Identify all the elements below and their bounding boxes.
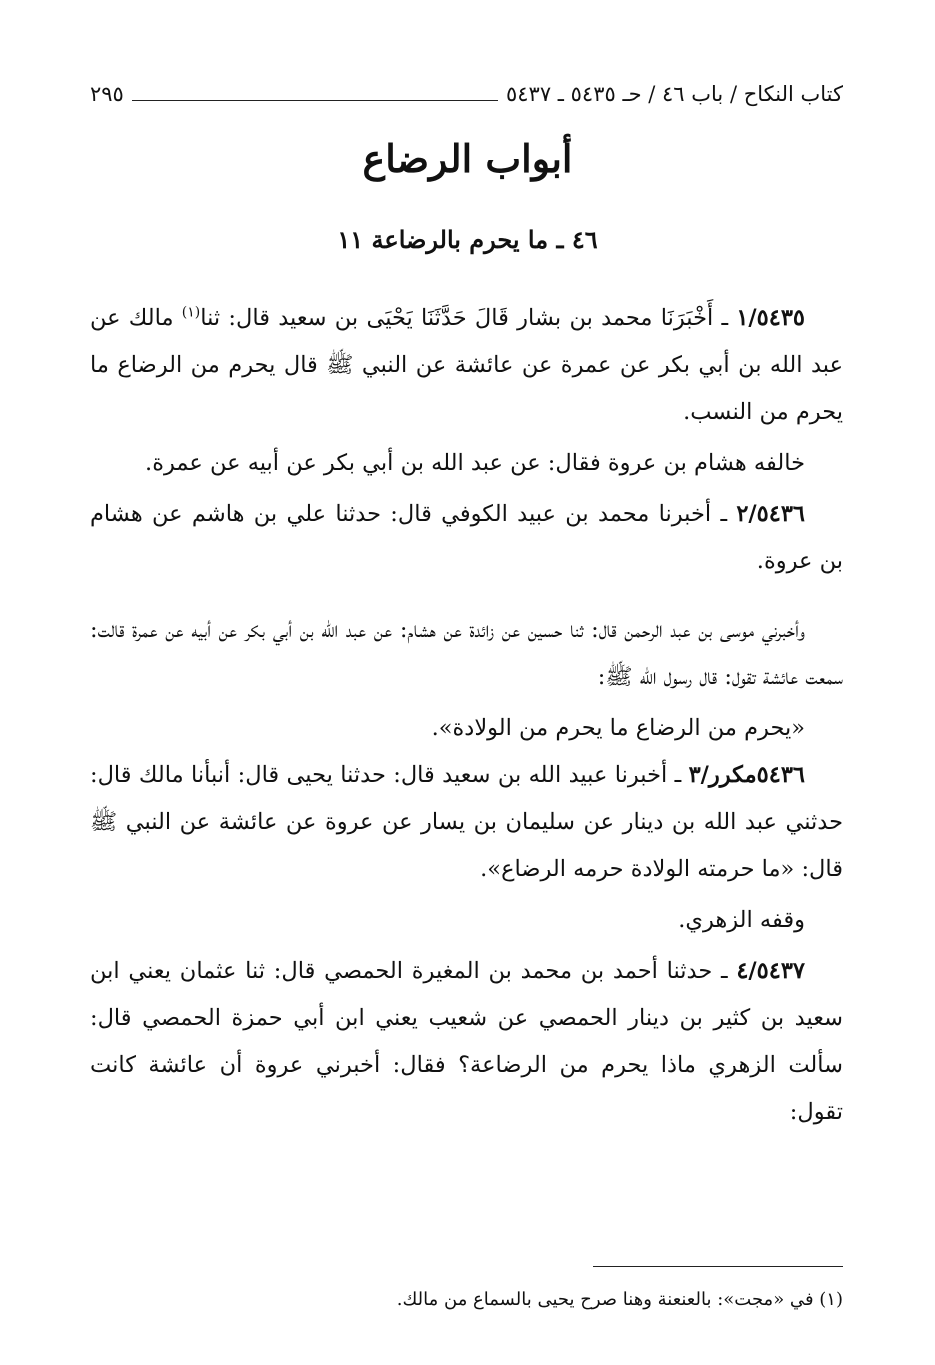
footnote [90, 1286, 843, 1314]
hadith-number: ٥٤٣٦مكرر/٣ [688, 762, 805, 788]
chain-paragraph: وأخبرني موسى بن عبد الرحمن قال: ثنا حسين عن زائدة عن هشام: عن عبد الله بن أبي بكر عن أبيه عن عمرة قالت: سمعت عائشة تقول: قال رسول الله ﷺ: [90, 617, 843, 690]
section-title: ٤٦ ـ ما يحرم بالرضاعة ١١ [337, 225, 598, 254]
hadith-text: ـ أخبرنا محمد بن عبيد الكوفي قال: حدثنا علي بن هاشم عن هشام بن عروة. [90, 501, 843, 574]
running-head [90, 76, 843, 112]
hadith-text-continued: مالك عن عبد الله بن أبي بكر عن عمرة عن عائشة عن النبي ﷺ قال يحرم من الرضاع ما يحرم من النسب. [90, 305, 843, 425]
hadith-paragraph-3 [90, 752, 843, 893]
hadith-paragraph-1 [90, 295, 843, 436]
hadith-paragraph-4 [90, 948, 843, 1136]
running-head-rule [132, 100, 498, 101]
hadith-number: ٤/٥٤٣٧ [736, 958, 805, 984]
footnote-separator [593, 1266, 843, 1267]
commentary-paragraph-1: خالفه هشام بن عروة فقال: عن عبد الله بن أبي بكر عن أبيه عن عمرة. [145, 450, 805, 476]
hadith-text: ـ أَخْبَرَنَا محمد بن بشار قَالَ حَدَّثَنَا يَحْيَى بن سعيد قال: ثنا [200, 305, 737, 331]
page-number: ٢٩٥ [90, 82, 124, 106]
footnote-text: في «مجت»: بالعنعنة وهنا صرح يحيى بالسماع من مالك. [396, 1289, 820, 1310]
running-head-title: كتاب النكاح / باب ٤٦ / حـ ٥٤٣٥ ـ ٥٤٣٧ [506, 82, 843, 106]
chapter-title: أبواب الرضاع [362, 136, 573, 181]
body-text [90, 295, 843, 1136]
hadith-text: ـ حدثنا أحمد بن محمد بن المغيرة الحمصي قال: ثنا عثمان يعني ابن سعيد بن كثير بن دينار الحمصي عن شعيب يعني ابن أبي حمزة الحمصي قال: سألت الزهري ماذا يحرم من الرضاعة؟ فقال: أخبرني عروة أن عائشة كانت تقول: [90, 958, 843, 1125]
hadith-number: ١/٥٤٣٥ [736, 305, 805, 331]
commentary-paragraph-2: وقفه الزهري. [678, 907, 805, 933]
hadith-text: ـ أخبرنا عبيد الله بن سعيد قال: حدثنا يحيى قال: أنبأنا مالك قال: حدثني عبد الله بن دينار عن سليمان بن يسار عن عروة عن عائشة عن النبي ﷺ قال: «ما حرمته الولادة حرمه الرضاع». [90, 762, 843, 882]
hadith-paragraph-2 [90, 491, 843, 585]
quoted-text: «يحرم من الرضاع ما يحرم من الولادة». [431, 715, 805, 741]
footnote-reference[interactable]: (١) [181, 304, 201, 321]
hadith-number: ٢/٥٤٣٦ [736, 501, 805, 527]
footnote-marker: (١) [819, 1289, 843, 1310]
